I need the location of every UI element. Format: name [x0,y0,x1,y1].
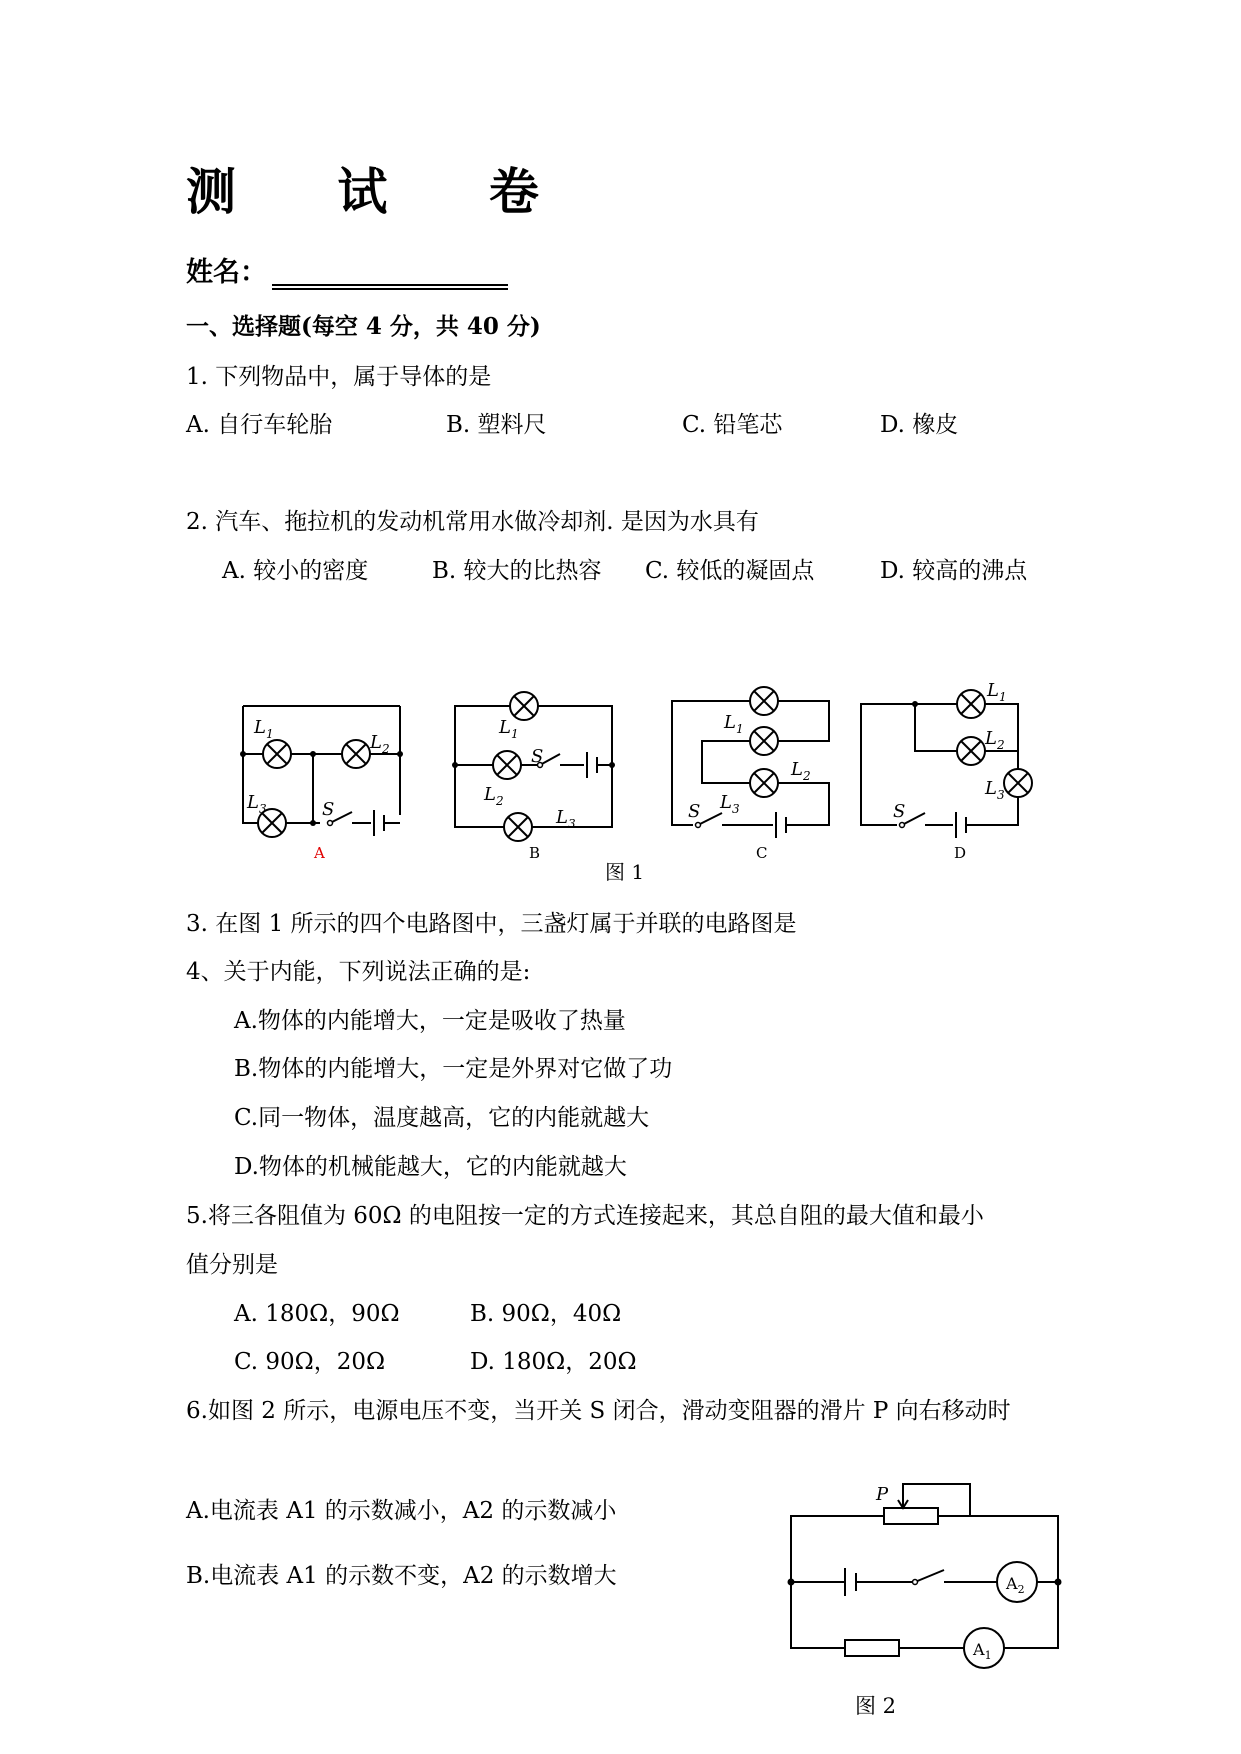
page-title: 测 试 卷 [186,162,581,221]
slider-label: P [876,1484,889,1505]
question-3-stem: 3. 在图 1 所示的四个电路图中，三盏灯属于并联的电路图是 [186,911,797,937]
question-5-option-d: D. 180Ω，20Ω [470,1349,637,1375]
question-2-stem: 2. 汽车、拖拉机的发动机常用水做冷却剂. 是因为水具有 [186,509,759,535]
question-4-option-d: D.物体的机械能越大，它的内能就越大 [234,1154,627,1180]
svg-text:L2: $L_2$ [484,784,504,808]
svg-text:L2: $L_2$ [791,759,811,783]
svg-text:A1: $A_1$ [973,1640,992,1662]
svg-text:S: S [893,801,906,822]
question-2-option-a: A. 较小的密度 [222,558,369,584]
figure-1-label-b: B [529,844,541,862]
question-4-option-c: C.同一物体，温度越高，它的内能就越大 [234,1105,650,1131]
question-2-option-b: B. 较大的比热容 [432,558,602,584]
question-2-option-d: D. 较高的沸点 [880,558,1028,584]
svg-text:L1: $L_1$ [724,712,744,736]
svg-text:L1: $L_1$ [987,680,1007,704]
svg-text:L3: $L_3$ [720,792,740,816]
question-2-option-c: C. 较低的凝固点 [645,558,815,584]
svg-text:A2: $A_2$ [1006,1574,1025,1596]
question-1-option-a: A. 自行车轮胎 [186,412,333,438]
svg-text:S: S [322,799,335,820]
question-5-option-b: B. 90Ω，40Ω [470,1301,622,1327]
name-label: 姓名： [186,257,267,288]
figure-1-label-a: A [314,844,325,862]
rheostat-icon [884,1508,938,1524]
svg-text:L3: $L_3$ [556,807,576,831]
question-4-stem: 4、关于内能，下列说法正确的是: [186,959,531,985]
question-4-option-a: A.物体的内能增大，一定是吸收了热量 [234,1008,626,1034]
figure-1-label-d: D [954,844,967,862]
figure-2-caption: 图 2 [855,1694,897,1718]
question-5-option-c: C. 90Ω，20Ω [234,1349,386,1375]
svg-text:L1: $L_1$ [254,717,274,741]
svg-text:L3: $L_3$ [247,792,267,816]
resistor-icon [845,1640,899,1656]
question-6-option-b: B.电流表 A1 的示数不变，A2 的示数增大 [186,1563,617,1589]
question-4-option-b: B.物体的内能增大，一定是外界对它做了功 [234,1056,673,1082]
question-1-option-c: C. 铅笔芯 [682,412,783,438]
svg-text:L2: $L_2$ [985,728,1005,752]
figure-1-label-c: C [756,844,768,862]
question-1-option-d: D. 橡皮 [880,412,959,438]
question-6-stem: 6.如图 2 所示，电源电压不变，当开关 S 闭合，滑动变阻器的滑片 P 向右移动时 [186,1398,1011,1424]
question-5-stem-line-1: 5.将三各阻值为 60Ω 的电阻按一定的方式连接起来，其总自阻的最大值和最小 [186,1203,984,1229]
question-6-option-a: A.电流表 A1 的示数减小，A2 的示数减小 [186,1498,617,1524]
svg-text:S: S [531,746,544,767]
question-5-stem-line-2: 值分别是 [186,1252,278,1278]
svg-text:S: S [688,801,701,822]
figure-1-caption: 图 1 [605,860,645,884]
svg-text:L3: $L_3$ [985,778,1005,802]
section-heading: 一、选择题(每空 4 分，共 40 分) [186,313,541,340]
svg-text:L1: $L_1$ [499,717,519,741]
svg-text:L2: $L_2$ [370,732,390,756]
question-1-stem: 1. 下列物品中，属于导体的是 [186,364,492,390]
question-1-option-b: B. 塑料尺 [446,412,547,438]
question-5-option-a: A. 180Ω，90Ω [234,1301,400,1327]
